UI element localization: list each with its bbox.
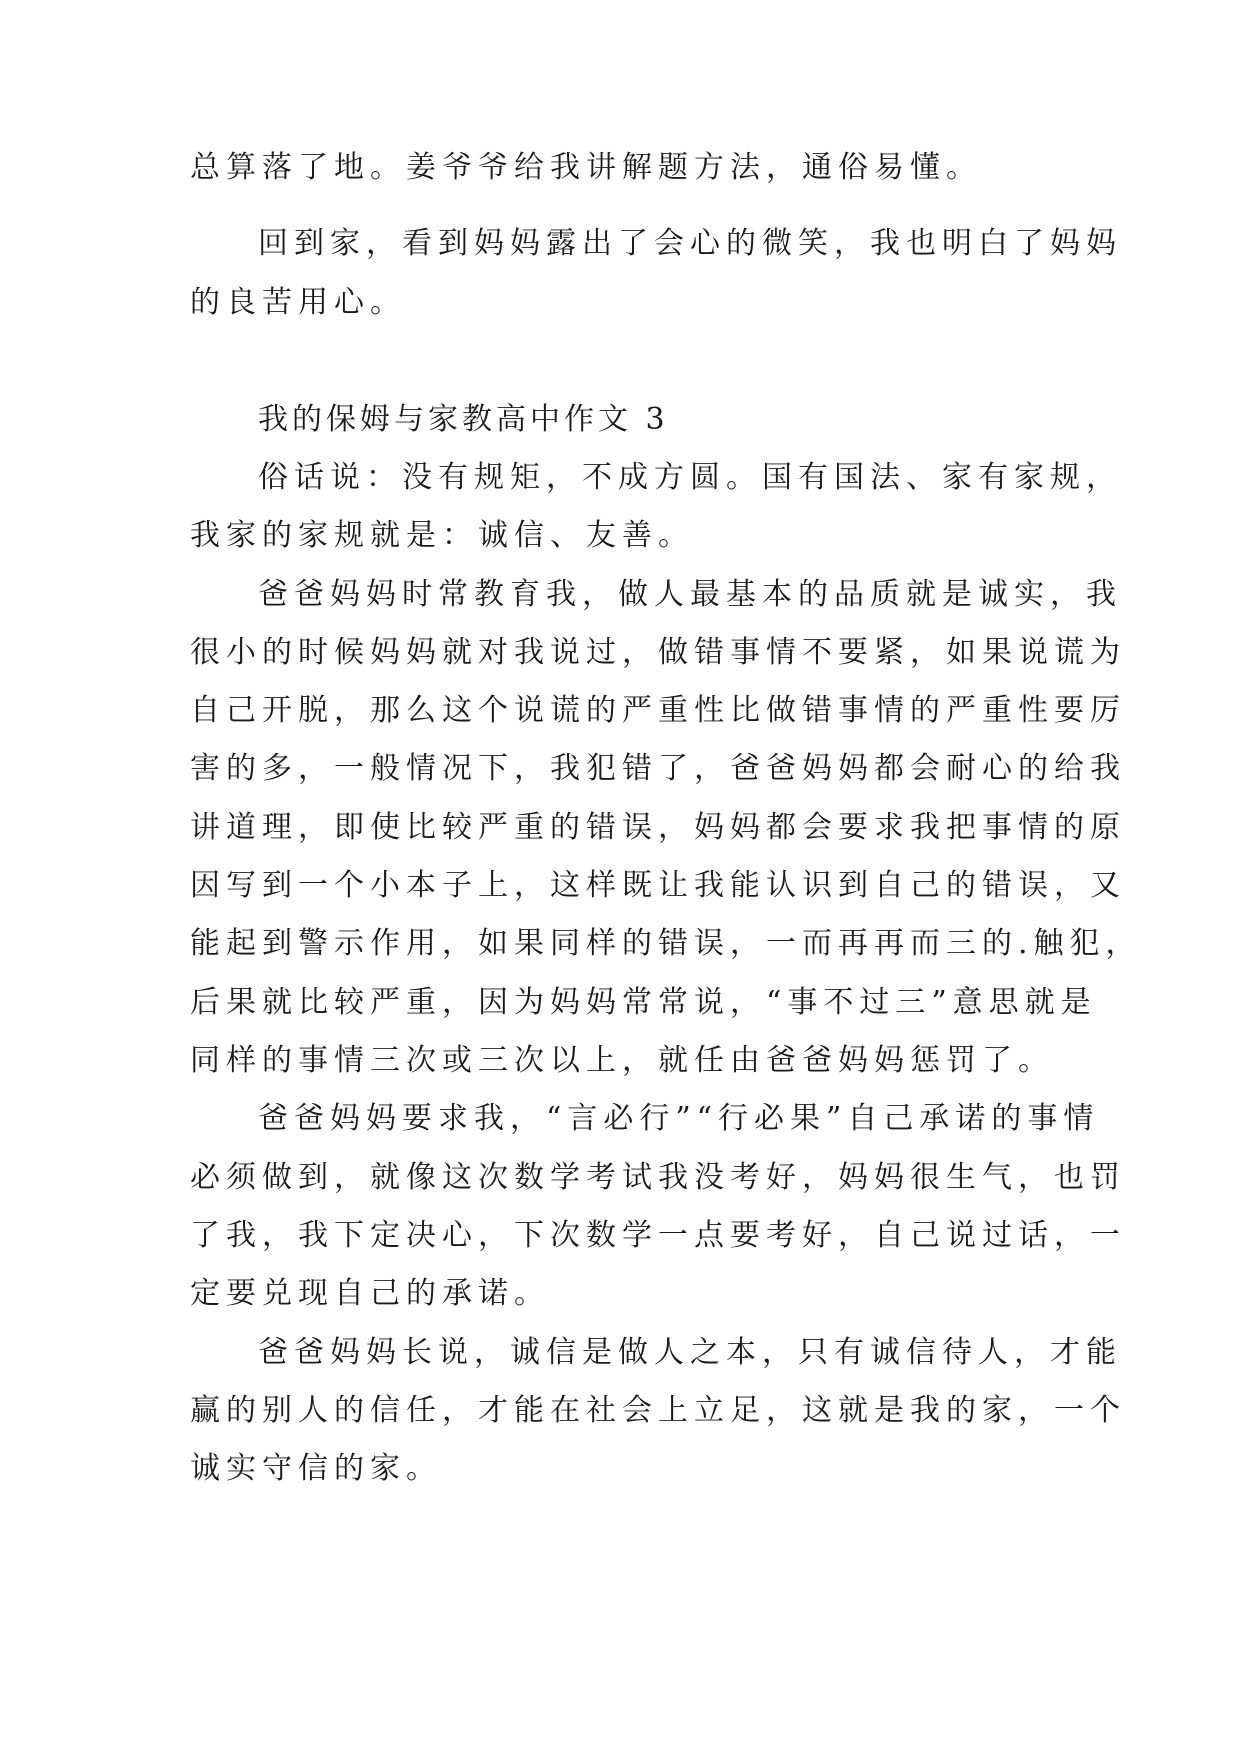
text-line: 爸爸妈妈要求我，“言必行”“行必果”自己承诺的事情 <box>258 1101 1100 1136</box>
text-line: 俗话说：没有规矩，不成方圆。国有国法、家有家规， <box>258 460 1122 495</box>
text-line: 定要兑现自己的承诺。 <box>190 1276 550 1311</box>
text-line: 很小的时候妈妈就对我说过，做错事情不要紧，如果说谎为 <box>190 635 1126 670</box>
text-line: 能起到警示作用，如果同样的错误，一而再再而三的.触犯， <box>190 926 1142 961</box>
text-line: 诚实守信的家。 <box>190 1451 442 1486</box>
text-line: 后果就比较严重，因为妈妈常常说，“事不过三”意思就是 <box>190 985 1097 1020</box>
text-line: 因写到一个小本子上，这样既让我能认识到自己的错误，又 <box>190 868 1126 903</box>
section-heading: 我的保姆与家教高中作文 3 <box>258 402 669 437</box>
text-line: 回到家，看到妈妈露出了会心的微笑，我也明白了妈妈 <box>258 226 1122 261</box>
text-line: 我家的家规就是：诚信、友善。 <box>190 518 694 553</box>
text-line: 害的多，一般情况下，我犯错了，爸爸妈妈都会耐心的给我 <box>190 751 1126 786</box>
text-line: 自己开脱，那么这个说谎的严重性比做错事情的严重性要厉 <box>190 693 1126 728</box>
text-line: 总算落了地。姜爷爷给我讲解题方法，通俗易懂。 <box>190 150 982 185</box>
text-line: 了我，我下定决心，下次数学一点要考好，自己说过话，一 <box>190 1218 1126 1253</box>
text-line: 爸爸妈妈时常教育我，做人最基本的品质就是诚实，我 <box>258 577 1122 612</box>
text-line: 讲道理，即使比较严重的错误，妈妈都会要求我把事情的原 <box>190 810 1126 845</box>
text-line: 必须做到，就像这次数学考试我没考好，妈妈很生气，也罚 <box>190 1160 1126 1195</box>
text-line: 赢的别人的信任，才能在社会上立足，这就是我的家，一个 <box>190 1393 1126 1428</box>
text-line: 的良苦用心。 <box>190 285 406 320</box>
text-line: 同样的事情三次或三次以上，就任由爸爸妈妈惩罚了。 <box>190 1043 1054 1078</box>
text-line: 爸爸妈妈长说，诚信是做人之本，只有诚信待人，才能 <box>258 1335 1122 1370</box>
